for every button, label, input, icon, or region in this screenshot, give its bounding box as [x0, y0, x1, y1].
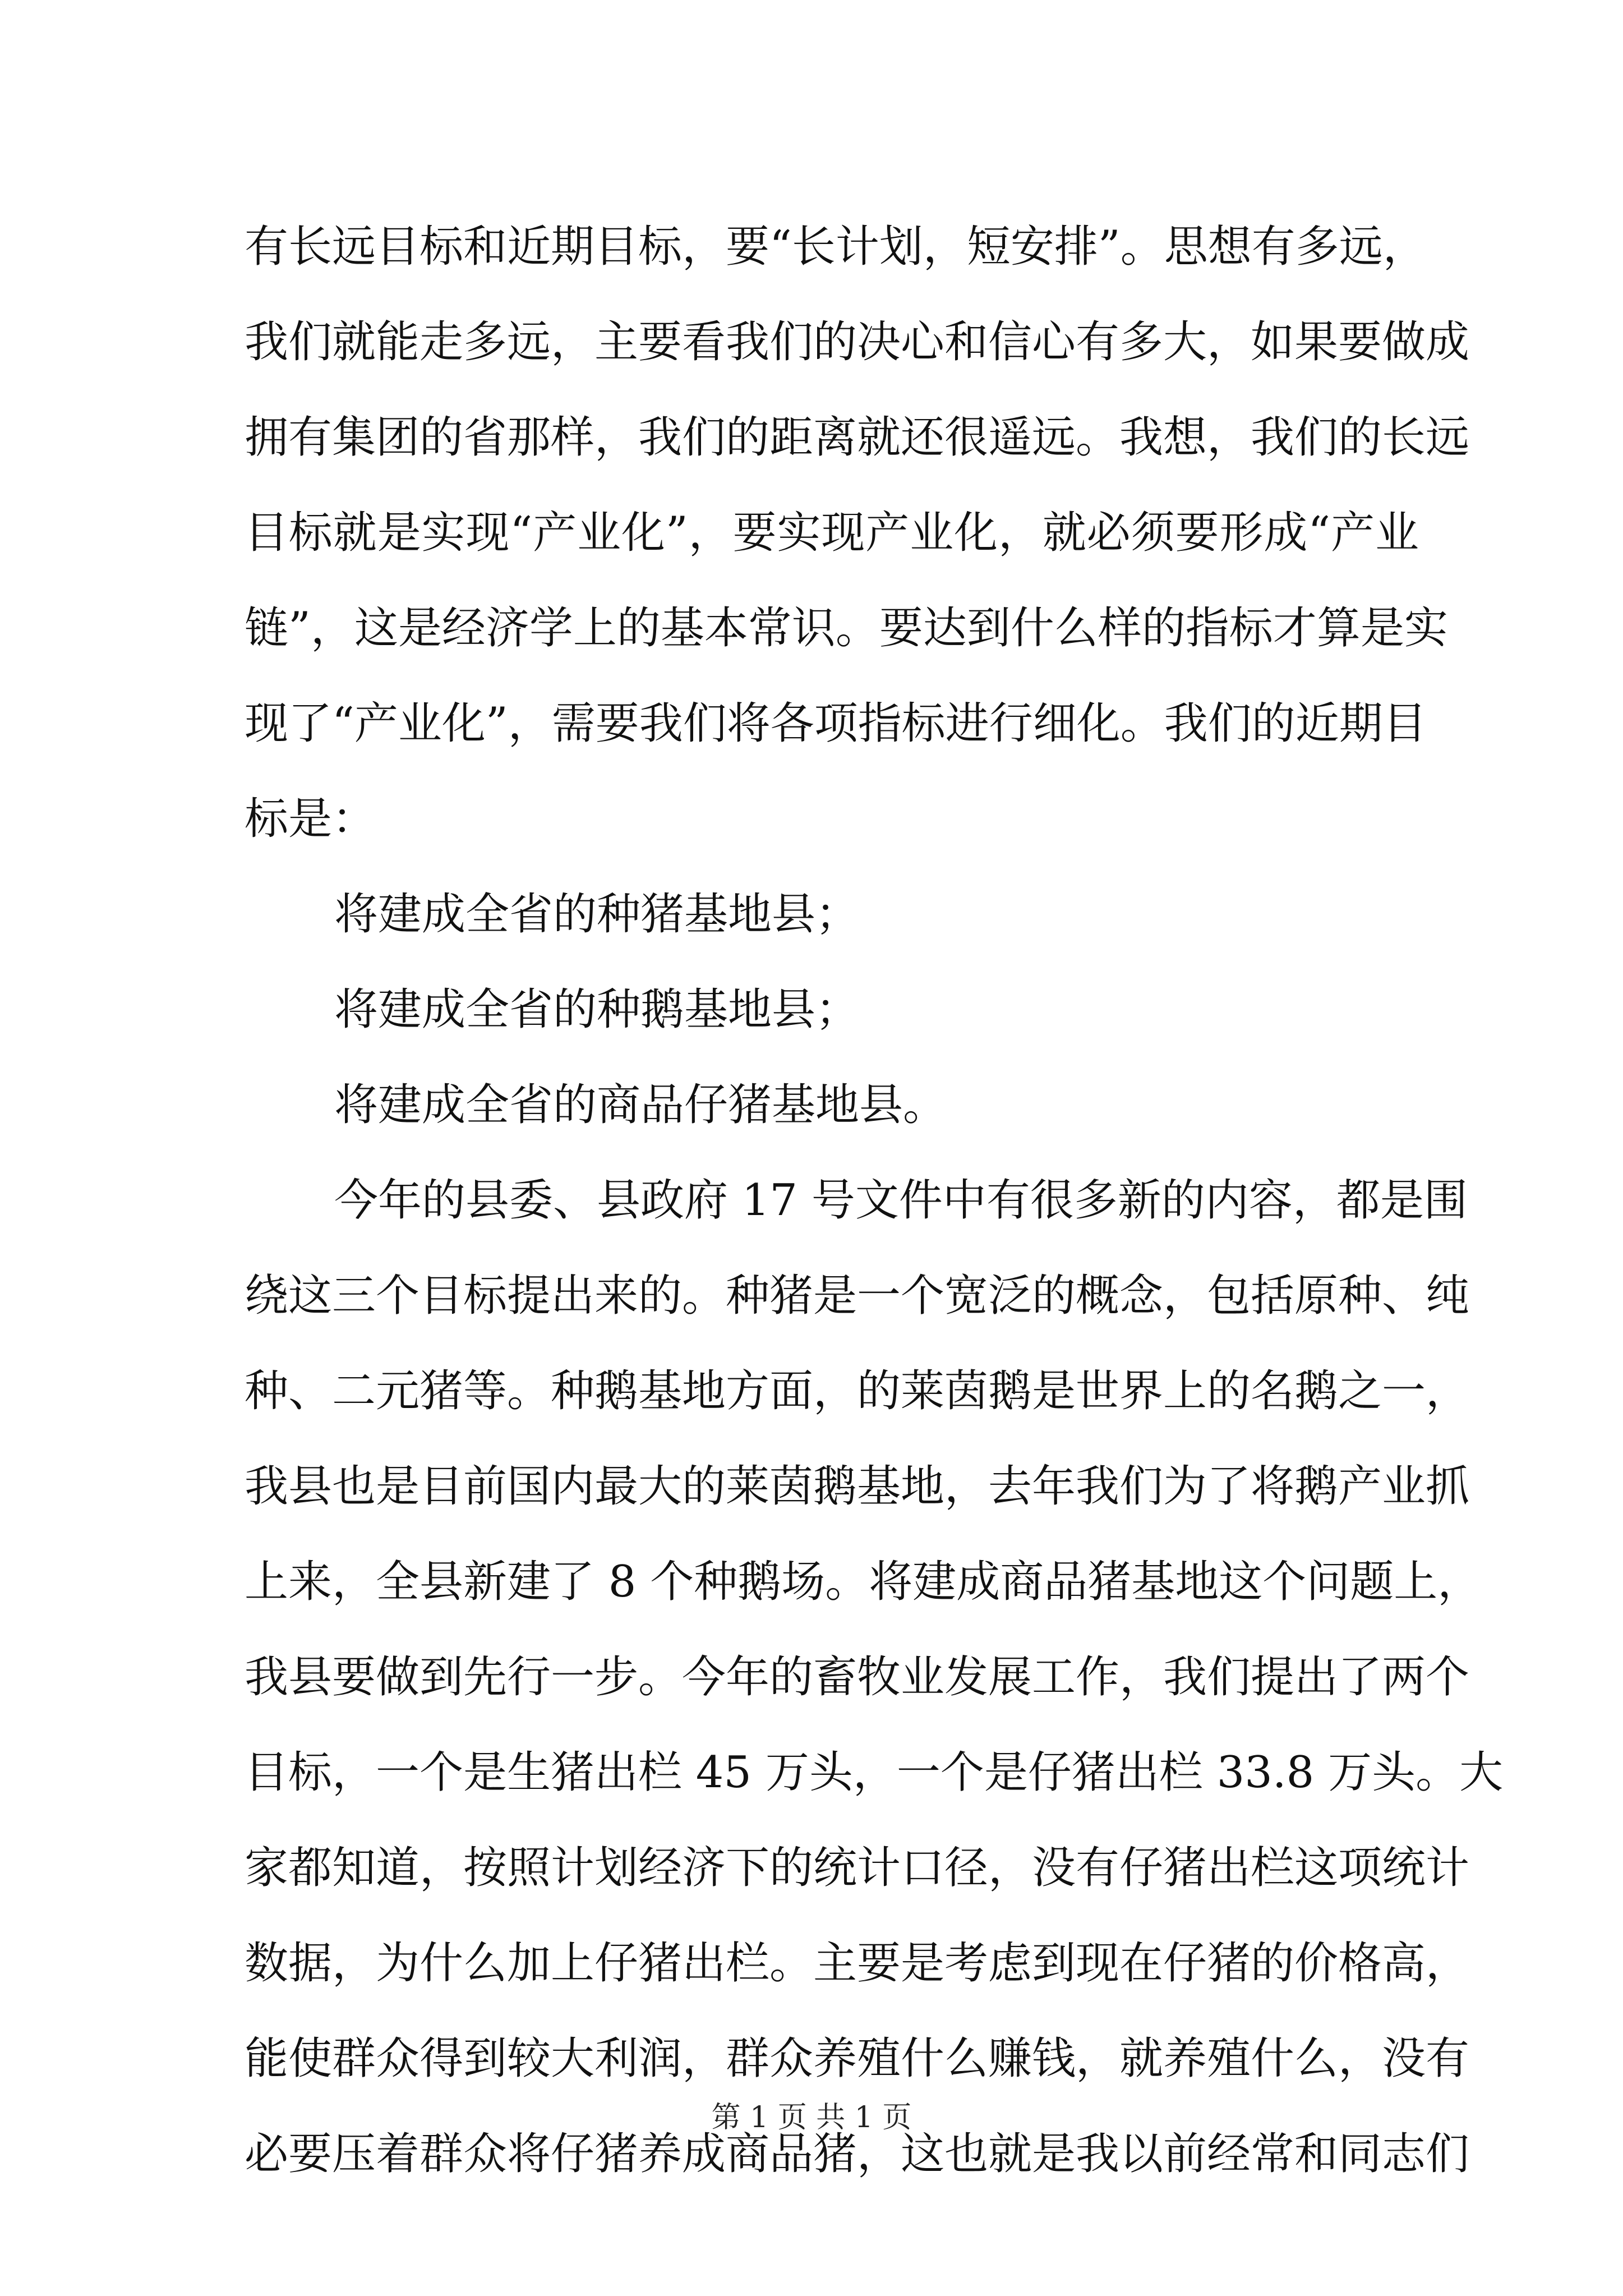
- page-footer: [0, 2098, 1623, 2137]
- text-line: 我县要做到先行一步。今年的畜牧业发展工作，我们提出了两个: [245, 1652, 1470, 1703]
- text-line: 将建成全省的种猪基地县；: [334, 889, 860, 940]
- text-line: 种、二元猪等。种鹅基地方面，的莱茵鹅是世界上的名鹅之一，: [245, 1366, 1470, 1416]
- text-line: 链”，这是经济学上的基本常识。要达到什么样的指标才算是实: [245, 603, 1448, 654]
- text-line: 家都知道，按照计划经济下的统计口径，没有仔猪出栏这项统计: [245, 1843, 1470, 1893]
- text-line: 目标，一个是生猪出栏 45 万头，一个是仔猪出栏 33.8 万头。大: [245, 1747, 1504, 1798]
- text-line: 今年的县委、县政府 17 号文件中有很多新的内容，都是围: [334, 1175, 1468, 1226]
- text-line: 上来，全县新建了 8 个种鹅场。将建成商品猪基地这个问题上，: [245, 1557, 1482, 1607]
- text-line: 必要压着群众将仔猪养成商品猪，这也就是我以前经常和同志们: [245, 2129, 1470, 2179]
- page-number-label: 第 1 页 共 1 页: [711, 2101, 912, 2134]
- text-line: 将建成全省的商品仔猪基地县。: [334, 1080, 947, 1130]
- text-line: 标是：: [245, 794, 376, 844]
- text-line: 将建成全省的种鹅基地县；: [334, 984, 860, 1035]
- text-line: 拥有集团的省那样，我们的距离就还很遥远。我想，我们的长远: [245, 412, 1470, 463]
- text-line: 现了“产业化”，需要我们将各项指标进行细化。我们的近期目: [245, 698, 1427, 749]
- text-line: 有长远目标和近期目标，要“长计划，短安排”。思想有多远，: [245, 222, 1427, 272]
- text-line: 绕这三个目标提出来的。种猪是一个宽泛的概念，包括原种、纯: [245, 1271, 1470, 1321]
- text-line: 目标就是实现“产业化”，要实现产业化，就必须要形成“产业: [245, 508, 1419, 558]
- text-line: 我们就能走多远，主要看我们的决心和信心有多大，如果要做成: [245, 317, 1470, 367]
- text-line: 我县也是目前国内最大的莱茵鹅基地，去年我们为了将鹅产业抓: [245, 1461, 1470, 1512]
- text-line: 数据，为什么加上仔猪出栏。主要是考虑到现在仔猪的价格高，: [245, 1938, 1470, 1989]
- text-line: 能使群众得到较大利润，群众养殖什么赚钱，就养殖什么，没有: [245, 2033, 1470, 2084]
- body-text: [245, 199, 1504, 2202]
